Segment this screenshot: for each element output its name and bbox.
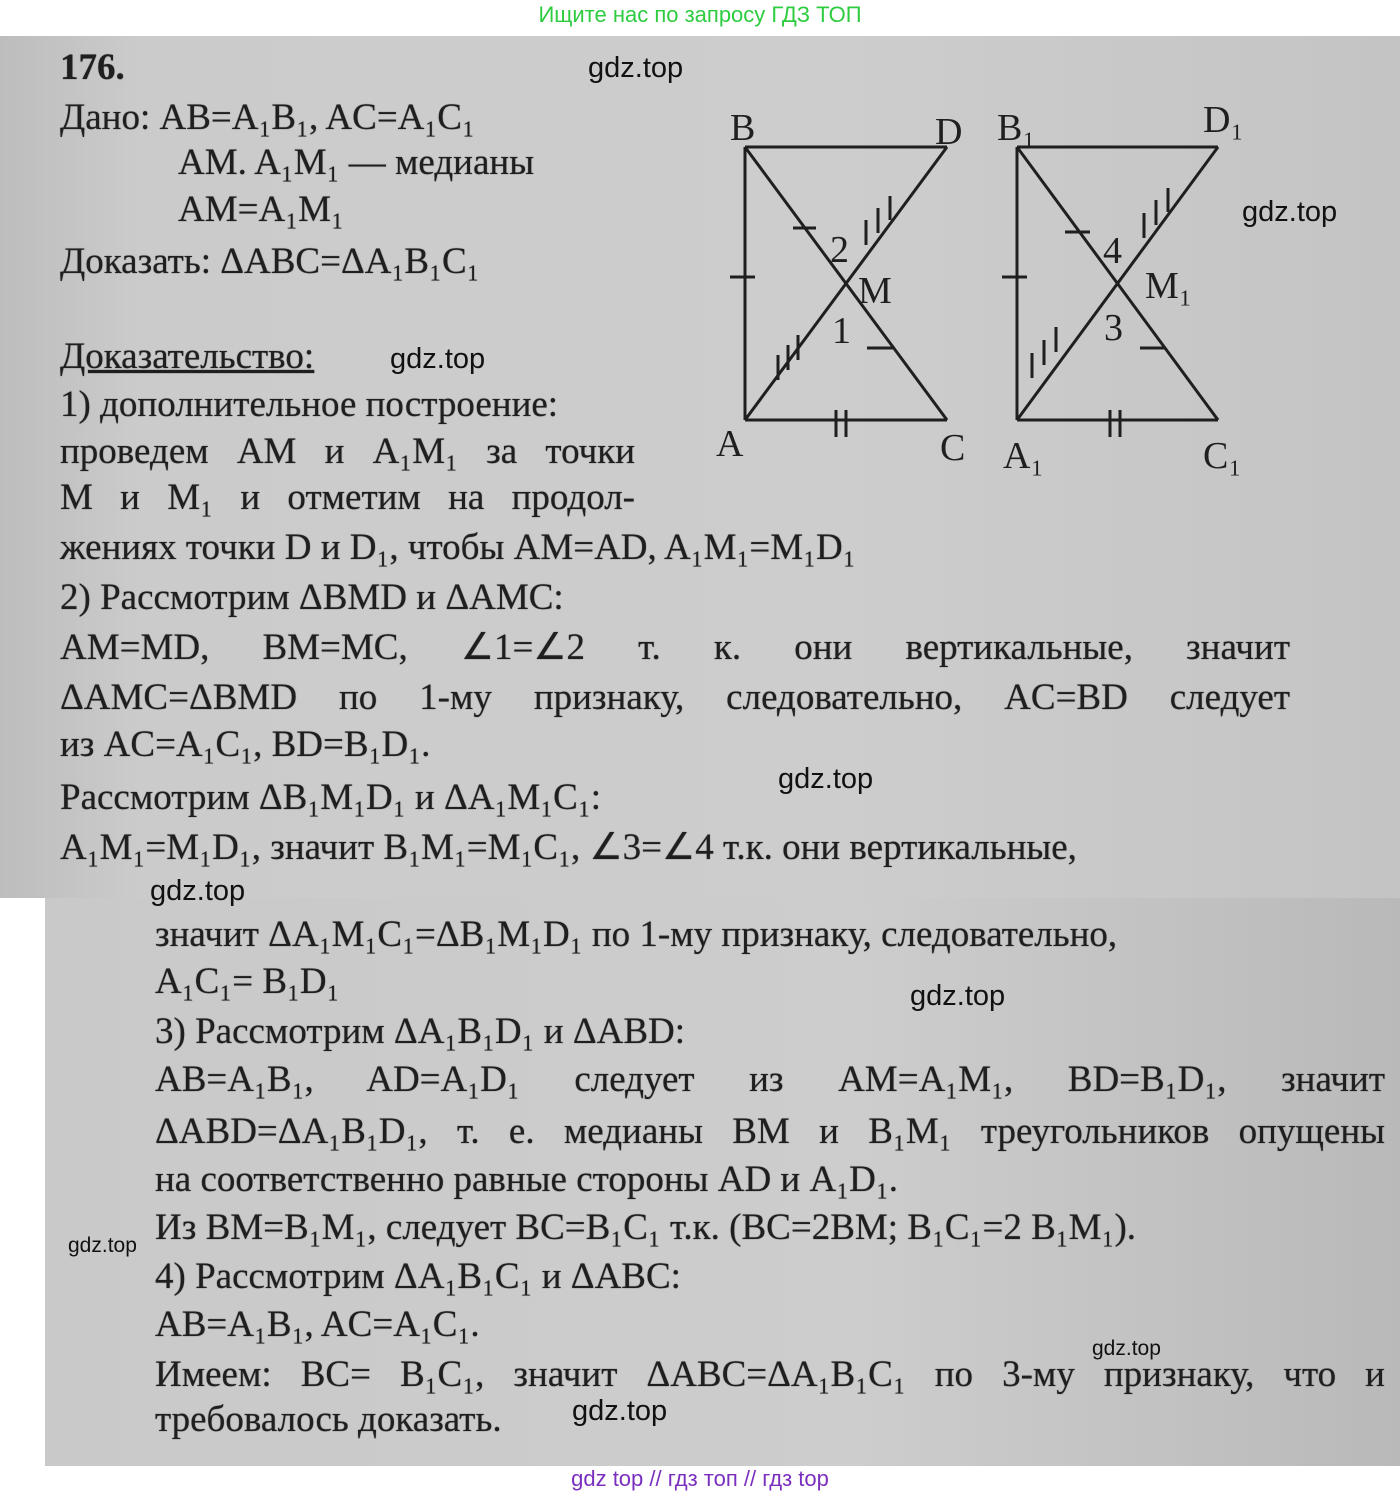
watermark: gdz.top bbox=[1092, 1337, 1161, 1360]
proof-heading: Доказательство: bbox=[60, 336, 315, 377]
proof-line: 1) дополнительное построение: bbox=[60, 384, 559, 425]
proof-line: из AC=A₁C₁, BD=B₁D₁. bbox=[60, 724, 431, 765]
prove-statement: Доказать: ΔABC=ΔA₁B₁C₁ bbox=[60, 241, 480, 282]
given-line: Дано: AB=A₁B₁, AC=A₁C₁ bbox=[60, 97, 475, 138]
proof-line: A₁C₁= B₁D₁ bbox=[155, 961, 340, 1002]
point-label-a1: A₁ bbox=[1003, 435, 1044, 477]
point-label-b: B bbox=[730, 107, 756, 149]
proof-line: ΔAMC=ΔBMD по 1-му признаку, следовательно, AC=BD следует bbox=[60, 677, 1290, 718]
proof-line: Имеем: BC= B₁C₁, значит ΔABC=ΔA₁B₁C₁ по 3-му признаку, что и bbox=[155, 1354, 1385, 1395]
angle-label: 3 bbox=[1104, 307, 1123, 349]
top-banner: Ищите нас по запросу ГДЗ ТОП bbox=[538, 2, 862, 27]
point-label-c: C bbox=[940, 427, 966, 469]
given-line: AM. A₁M₁ — медианы bbox=[178, 142, 535, 183]
problem-number: 176. bbox=[60, 47, 125, 88]
proof-line: значит ΔA₁M₁C₁=ΔB₁M₁D₁ по 1-му признаку, следовательно, bbox=[155, 914, 1118, 955]
proof-line: 3) Рассмотрим ΔA₁B₁D₁ и ΔABD: bbox=[155, 1011, 686, 1052]
proof-line: на соответственно равные стороны AD и A₁D₁. bbox=[155, 1159, 898, 1200]
watermark: gdz.top bbox=[68, 1234, 137, 1257]
proof-line: Рассмотрим ΔB₁M₁D₁ и ΔA₁M₁C₁: bbox=[60, 777, 602, 818]
angle-label: 4 bbox=[1103, 230, 1122, 272]
point-label-m1: M₁ bbox=[1145, 265, 1193, 307]
angle-label: 2 bbox=[830, 229, 849, 271]
watermark: gdz.top bbox=[910, 980, 1006, 1012]
proof-line: AM=MD, BM=MC, ∠1=∠2 т. к. они вертикальные, значит bbox=[60, 627, 1290, 668]
angle-label: 1 bbox=[832, 310, 851, 352]
point-label-m: M bbox=[858, 270, 892, 312]
point-label-b1: B₁ bbox=[997, 107, 1036, 149]
proof-line: Из BM=B₁M₁, следует BC=B₁C₁ т.к. (BC=2BM; B₁C₁=2 B₁M₁). bbox=[155, 1207, 1137, 1248]
watermark: gdz.top bbox=[588, 52, 684, 84]
point-label-d: D bbox=[935, 111, 963, 153]
figure-abcd bbox=[730, 147, 947, 437]
watermark: gdz.top bbox=[150, 875, 246, 907]
point-label-c1: C₁ bbox=[1203, 435, 1242, 477]
watermark: gdz.top bbox=[778, 763, 874, 795]
proof-line: A₁M₁=M₁D₁, значит B₁M₁=M₁C₁, ∠3=∠4 т.к. они вертикальные, bbox=[60, 827, 1077, 868]
proof-line: AB=A₁B₁, AC=A₁C₁. bbox=[155, 1304, 480, 1345]
point-label-d1: D₁ bbox=[1203, 99, 1244, 141]
watermark: gdz.top bbox=[1242, 196, 1338, 228]
proof-line: ΔABD=ΔA₁B₁D₁, т. е. медианы BM и B₁M₁ треугольников опущены bbox=[155, 1111, 1385, 1152]
proof-line: требовалось доказать. bbox=[155, 1399, 502, 1440]
watermark: gdz.top bbox=[390, 343, 486, 375]
bottom-banner: gdz top // гдз топ // гдз top bbox=[571, 1466, 829, 1491]
given-line: AM=A₁M₁ bbox=[178, 189, 344, 230]
proof-line: AB=A₁B₁, AD=A₁D₁ следует из AM=A₁M₁, BD=B₁D₁, значит bbox=[155, 1059, 1385, 1100]
proof-line: жениях точки D и D₁, чтобы AM=AD, A₁M₁=M₁D₁ bbox=[60, 527, 856, 568]
proof-line: 2) Рассмотрим ΔBMD и ΔAMC: bbox=[60, 577, 564, 618]
watermark: gdz.top bbox=[572, 1395, 668, 1427]
proof-line: M и M₁ и отметим на продол- bbox=[60, 477, 635, 518]
proof-line: проведем AM и A₁M₁ за точки bbox=[60, 431, 635, 472]
proof-line: 4) Рассмотрим ΔA₁B₁C₁ и ΔABC: bbox=[155, 1256, 681, 1297]
point-label-a: A bbox=[716, 423, 744, 465]
